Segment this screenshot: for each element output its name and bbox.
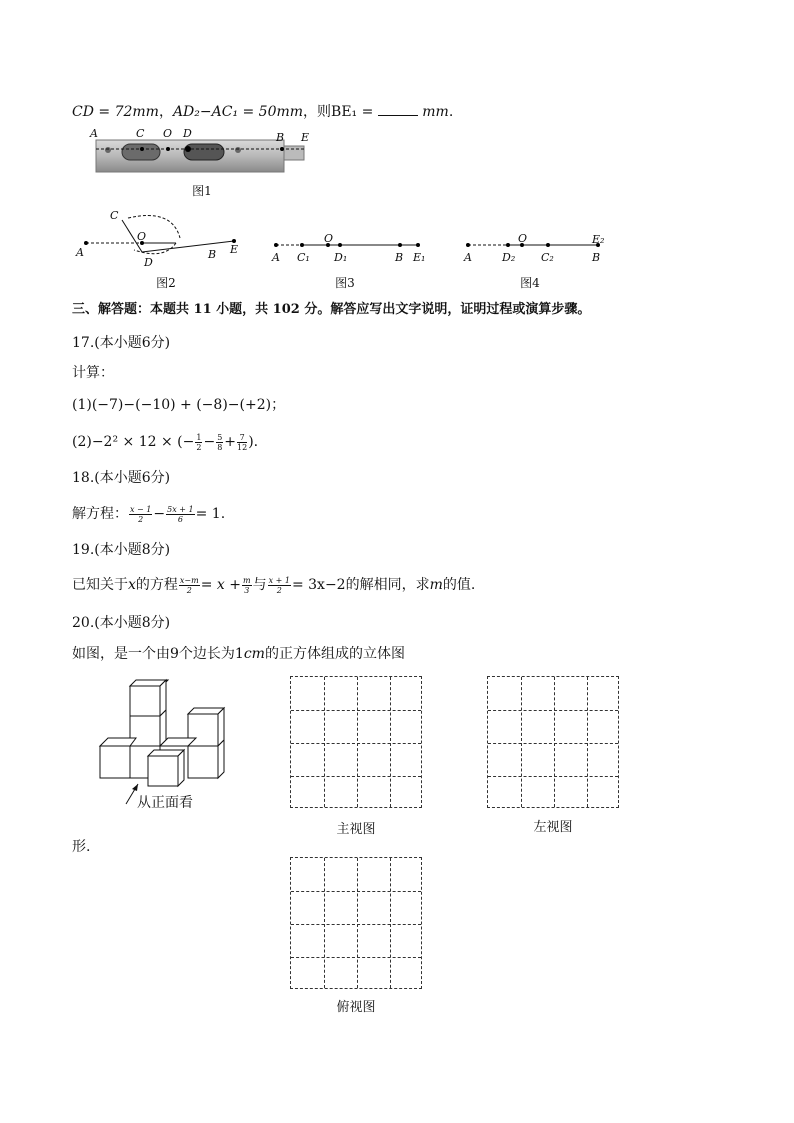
fig1-label-o: O [163,127,173,140]
figure-2 [72,208,262,268]
figure-4 [462,236,612,256]
fig3-label-b: B [395,251,404,264]
fig2-label-c: C [110,209,119,222]
q17-frac-1: $\frac{1}{2}$ [196,432,202,452]
front-view-grid[interactable] [290,676,422,808]
q19-x: x [128,577,136,593]
fig2-label-a: A [76,246,84,259]
fig3-label-d1: D₁ [334,251,348,264]
fig2-label-b: B [208,248,217,261]
fig3-label-a: A [272,251,280,264]
fig1-label-d: D [183,127,192,140]
fig4-label-e2: E₂ [592,233,605,246]
q19-frac-3: $\frac{x + 1}{2}$ [268,575,290,595]
q17-part2-prefix: (2)−2² × 12 × (− [72,434,195,450]
q19-text [72,573,475,597]
fig3-caption: 图3 [335,276,355,290]
cube-stack-figure [96,676,236,790]
q17-frac-2: $\frac{5}{8}$ [217,432,223,452]
q20-text-pre: 如图，是一个由9个边长为1 [72,646,244,662]
q18-minus: − [153,506,166,522]
end-period: . [448,104,454,120]
fig4-label-b: B [592,251,601,264]
fig1-label-b: B [276,131,285,144]
q18-frac-2: $\frac{5x + 1}{6}$ [167,504,194,524]
cd-expr: CD = 72mm [72,104,159,120]
q19-p2: 的方程 [135,577,178,593]
q19-frac-2: $\frac{m}{3}$ [242,575,251,595]
q17-intro: 计算： [72,365,114,381]
q20-continuation: 形. [72,839,91,855]
q19-title: 19.(本小题8分) [72,542,171,558]
q17-part2-suffix: ). [248,434,259,450]
q19-p3: = x + [200,577,241,593]
q17-plus: + [224,434,237,450]
q17-title: 17.(本小题6分) [72,335,171,351]
q19-p4: 与 [252,577,267,593]
q18-title: 18.(本小题6分) [72,470,171,486]
q20-title: 20.(本小题8分) [72,615,171,631]
top-view-grid[interactable] [290,857,422,989]
then-text: ，则BE₁ = [303,104,378,120]
q17-frac-3: $\frac{7}{12}$ [237,432,248,452]
fig3-label-o: O [324,232,334,245]
fill-blank-line [72,103,453,121]
q18-equation [72,502,225,526]
figure-3 [270,236,430,256]
fig4-caption: 图4 [520,276,540,290]
q20-text-post: 的正方体组成的立体图 [264,646,405,662]
q18-frac-1: $\frac{x - 1}{2}$ [130,504,152,524]
q19-p6: 的值. [442,577,476,593]
fig1-label-a: A [90,127,98,140]
q19-frac-1: $\frac{x-m}{2}$ [179,575,199,595]
ad-expr: AD₂−AC₁ = 50mm [172,104,304,120]
fig4-label-d2: D₂ [502,251,516,264]
section-3-heading: 三、解答题：本题共 11 小题，共 102 分。解答应写出文字说明，证明过程或演算步骤。 [72,302,591,317]
fig2-label-d: D [144,256,153,269]
left-view-caption: 左视图 [533,820,573,835]
fig2-caption: 图2 [156,276,176,290]
q18-prefix: 解方程： [72,506,128,522]
q19-p5: = 3x−2的解相同，求 [291,577,430,593]
fig1-label-e: E [301,131,310,144]
answer-blank[interactable] [378,103,418,116]
q20-text [72,645,405,663]
q20-unit: cm [243,646,265,662]
sep: ， [158,104,173,120]
q17-minus: − [203,434,216,450]
top-view-caption: 俯视图 [336,1000,376,1015]
fig3-label-e1: E₁ [413,251,426,264]
front-view-caption: 主视图 [336,822,376,837]
q17-part2 [72,430,258,454]
fig1-label-c: C [136,127,145,140]
fig2-label-e: E [230,243,239,256]
fig1-caption: 图1 [192,184,212,198]
q18-suffix: = 1. [195,506,226,522]
fig3-label-c1: C₁ [297,251,310,264]
unit-text: mm [422,104,449,120]
q19-p1: 已知关于 [72,577,128,593]
fig4-label-a: A [464,251,472,264]
left-view-grid[interactable] [487,676,619,808]
fig4-label-c2: C₂ [541,251,554,264]
fig2-label-o: O [137,230,147,243]
q19-m: m [429,577,443,593]
q17-part1: (1)(−7)−(−10) + (−8)−(+2)； [72,397,286,413]
front-view-label: 从正面看 [137,795,193,811]
fig4-label-o: O [518,232,528,245]
